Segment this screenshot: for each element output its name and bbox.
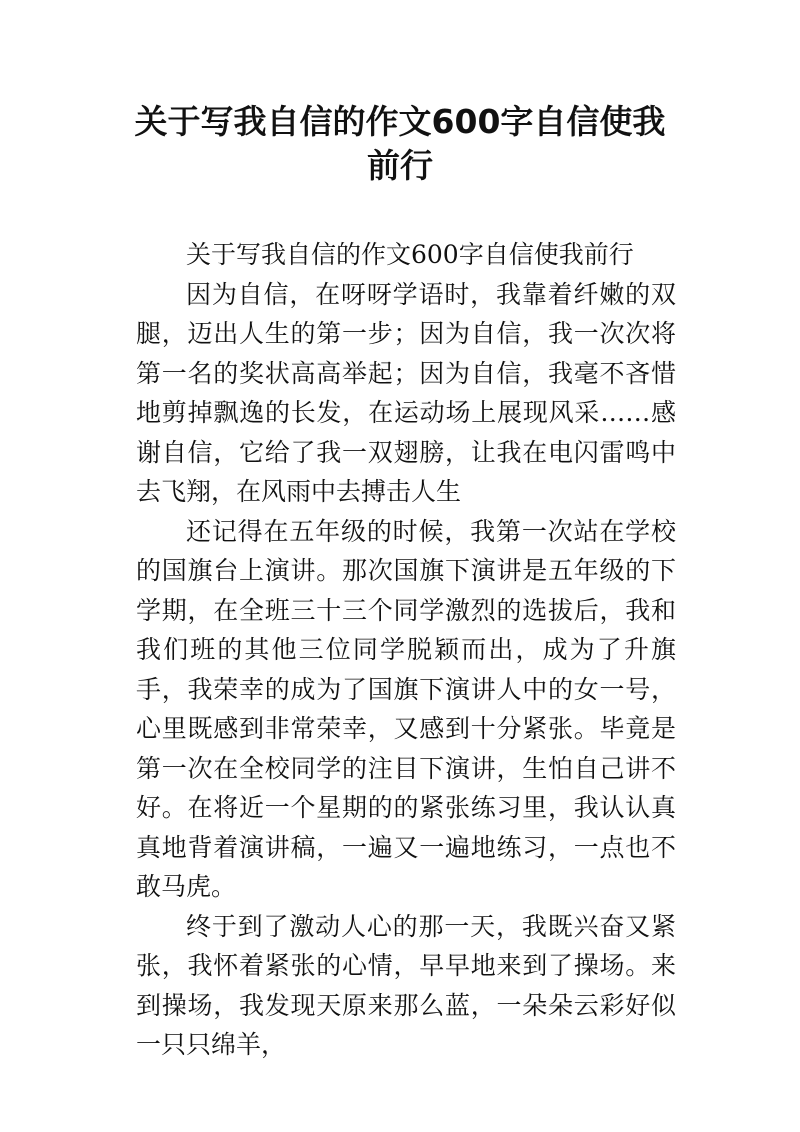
paragraph-3: 终于到了激动人心的那一天，我既兴奋又紧张，我怀着紧张的心情，早早地来到了操场。来到操场，我发现天原来那么蓝，一朵朵云彩好似一只只绵羊， [136, 911, 676, 1059]
document-body [136, 235, 676, 1065]
title-line-1: 关于写我自信的作文600字自信使我 [134, 102, 666, 141]
paragraph-2: 还记得在五年级的时候，我第一次站在学校的国旗台上演讲。那次国旗下演讲是五年级的下学期，在全班三十三个同学激烈的选拔后，我和我们班的其他三位同学脱颖而出，成为了升旗手，我荣幸的成为了国旗下演讲人中的女一号，心里既感到非常荣幸，又感到十分紧张。毕竟是第一次在全校同学的注目下演讲，生怕自己讲不好。在将近一个星期的的紧张练习里，我认认真真地背着演讲稿，一遍又一遍地练习，一点也不敢马虎。 [136, 516, 676, 901]
paragraph-1: 因为自信，在呀呀学语时，我靠着纤嫩的双腿，迈出人生的第一步；因为自信，我一次次将第一名的奖状高高举起；因为自信，我毫不吝惜地剪掉飘逸的长发，在运动场上展现风采……感谢自信，它给了我一双翅膀，让我在电闪雷鸣中去飞翔，在风雨中去搏击人生 [136, 279, 676, 506]
title-line-2: 前行 [367, 146, 433, 185]
document-title [100, 100, 700, 188]
body-heading: 关于写我自信的作文600字自信使我前行 [186, 240, 634, 269]
